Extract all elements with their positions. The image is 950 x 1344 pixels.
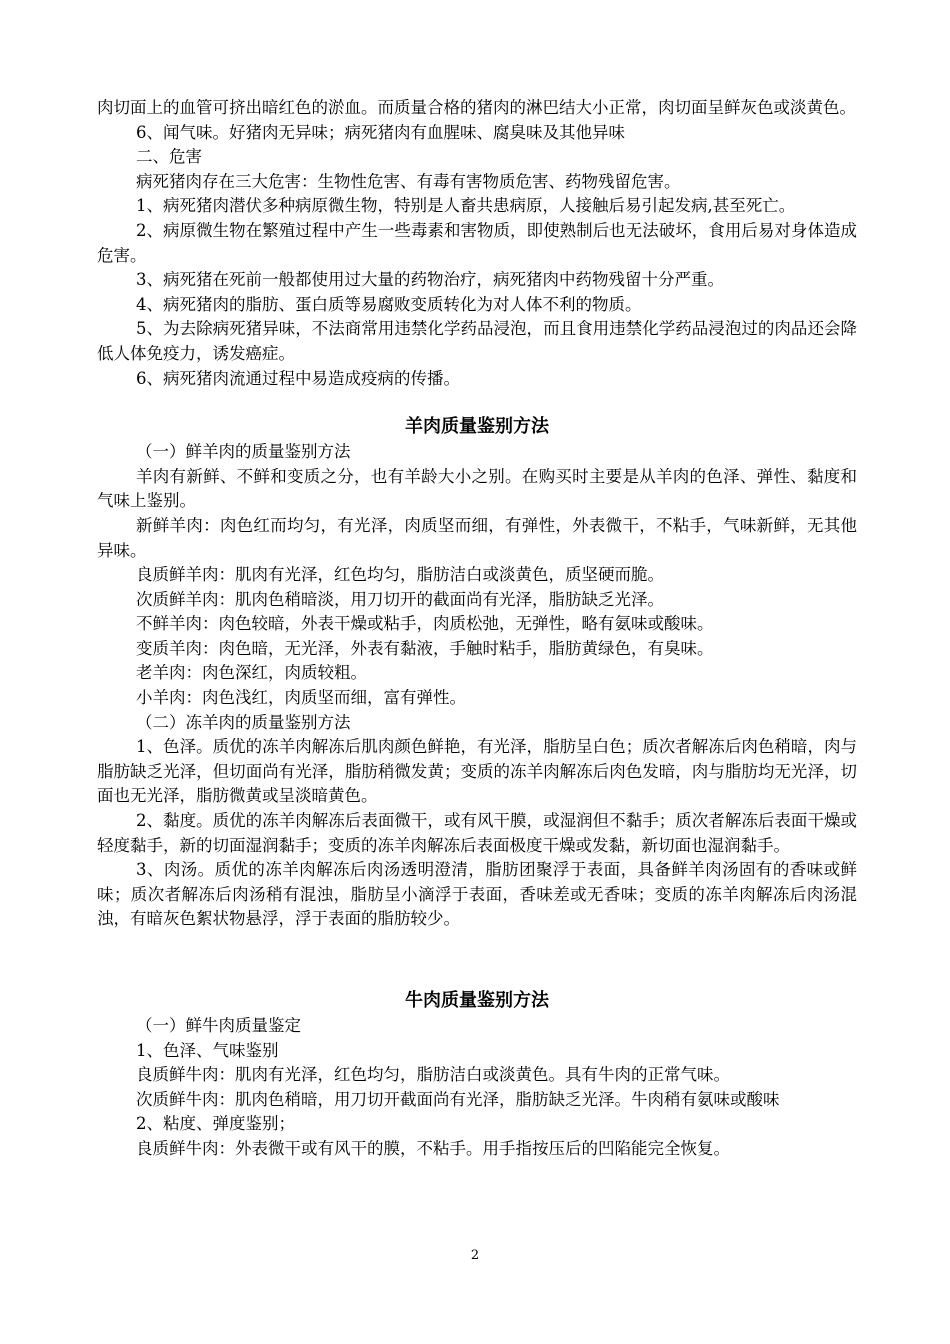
paragraph: 2、粘度、弹度鉴别； [136,1114,295,1134]
paragraph: 小羊肉：肉色浅红，肉质坚而细，富有弹性。 [136,688,466,708]
paragraph: 良质鲜羊肉：肌肉有光泽，红色均匀，脂肪洁白或淡黄色，质坚硬而脆。 [136,565,664,585]
paragraph: 良质鲜牛肉：外表微干或有风干的膜，不粘手。用手指按压后的凹陷能完全恢复。 [136,1138,730,1158]
paragraph: 肉切面上的血管可挤出暗红色的淤血。而质量合格的猪肉的淋巴结大小正常，肉切面呈鲜灰色或淡黄色。 [97,98,856,117]
paragraph: 3、病死猪在死前一般都使用过大量的药物治疗，病死猪肉中药物残留十分严重。 [136,270,724,290]
beef-section [97,988,857,1162]
paragraph: 1、色泽。质优的冻羊肉解冻后肌肉颜色鲜艳，有光泽，脂肪呈白色；质次者解冻后肉色稍暗，肉与脂肪缺乏光泽，但切面尚有光泽，脂肪稍微发黄；变质的冻羊肉解冻后肉色发暗，肉与脂肪均无光泽，切面也无光泽，脂肪微黄或呈淡暗黄色。 [97,737,857,806]
paragraph: 2、黏度。质优的冻羊肉解冻后表面微干，或有风干膜，或湿润但不黏手；质次者解冻后表面干燥或轻度黏手，新的切面湿润黏手；变质的冻羊肉解冻后表面极度干燥或发黏，新切面也湿润黏手。 [97,811,857,855]
paragraph: 4、病死猪肉的脂肪、蛋白质等易腐败变质转化为对人体不利的物质。 [136,294,642,314]
pork-hazards-section [97,96,857,391]
paragraph: 良质鲜牛肉：肌肉有光泽，红色均匀，脂肪洁白或淡黄色。具有牛肉的正常气味。 [136,1065,730,1085]
page-number: 2 [470,1248,480,1263]
paragraph: 5、为去除病死猪异味，不法商常用违禁化学药品浸泡，而且食用违禁化学药品浸泡过的肉品还会降低人体免疫力，诱发癌症。 [97,319,857,363]
section-heading: 羊肉质量鉴别方法 [405,416,549,438]
paragraph: 6、闻气味。好猪肉无异味；病死猪肉有血腥味、腐臭味及其他异味 [136,122,625,142]
mutton-section [97,414,857,932]
paragraph: 次质鲜牛肉：肌肉色稍暗，用刀切开截面尚有光泽，脂肪缺乏光泽。牛肉稍有氨味或酸味 [136,1089,780,1109]
document-page [97,96,857,1162]
subheading: （一）鲜羊肉的质量鉴别方法 [136,442,351,462]
paragraph: 羊肉有新鲜、不鲜和变质之分，也有羊龄大小之别。在购买时主要是从羊肉的色泽、弹性、黏度和气味上鉴别。 [97,466,857,511]
paragraph: 6、病死猪肉流通过程中易造成疫病的传播。 [136,368,460,388]
paragraph: 老羊肉：肉色深红，肉质较粗。 [136,663,367,683]
subheading: （二）冻羊肉的质量鉴别方法 [136,712,351,732]
paragraph: 变质羊肉：肉色暗，无光泽，外表有黏液，手触时粘手，脂肪黄绿色，有臭味。 [136,638,714,658]
subheading: （一）鲜牛肉质量鉴定 [136,1016,301,1035]
section-heading: 牛肉质量鉴别方法 [405,990,549,1011]
paragraph: 病死猪肉存在三大危害：生物性危害、有毒有害物质危害、药物残留危害。 [136,171,681,191]
paragraph: 1、色泽、气味鉴别 [136,1040,279,1060]
paragraph: 二、危害 [136,147,202,167]
paragraph: 不鲜羊肉：肉色较暗，外表干燥或粘手，肉质松弛，无弹性，略有氨味或酸味。 [136,614,714,634]
paragraph: 1、病死猪肉潜伏多种病原微生物，特别是人畜共患病原，人接触后易引起发病,甚至死亡。 [136,196,796,216]
paragraph: 3、肉汤。质优的冻羊肉解冻后肉汤透明澄清，脂肪团聚浮于表面，具备鲜羊肉汤固有的香味或鲜味；质次者解冻后肉汤稍有混浊，脂肪呈小滴浮于表面，香味差或无香味；变质的冻羊肉解冻后肉汤混浊，有暗灰色絮状物悬浮，浮于表面的脂肪较少。 [97,860,857,929]
paragraph: 新鲜羊肉：肉色红而均匀，有光泽，肉质坚而细，有弹性，外表微干，不粘手，气味新鲜，无其他异味。 [97,515,857,560]
paragraph: 2、病原微生物在繁殖过程中产生一些毒素和害物质，即使熟制后也无法破坏，食用后易对身体造成危害。 [97,220,857,265]
paragraph: 次质鲜羊肉：肌肉色稍暗淡，用刀切开的截面尚有光泽，脂肪缺乏光泽。 [136,589,664,609]
